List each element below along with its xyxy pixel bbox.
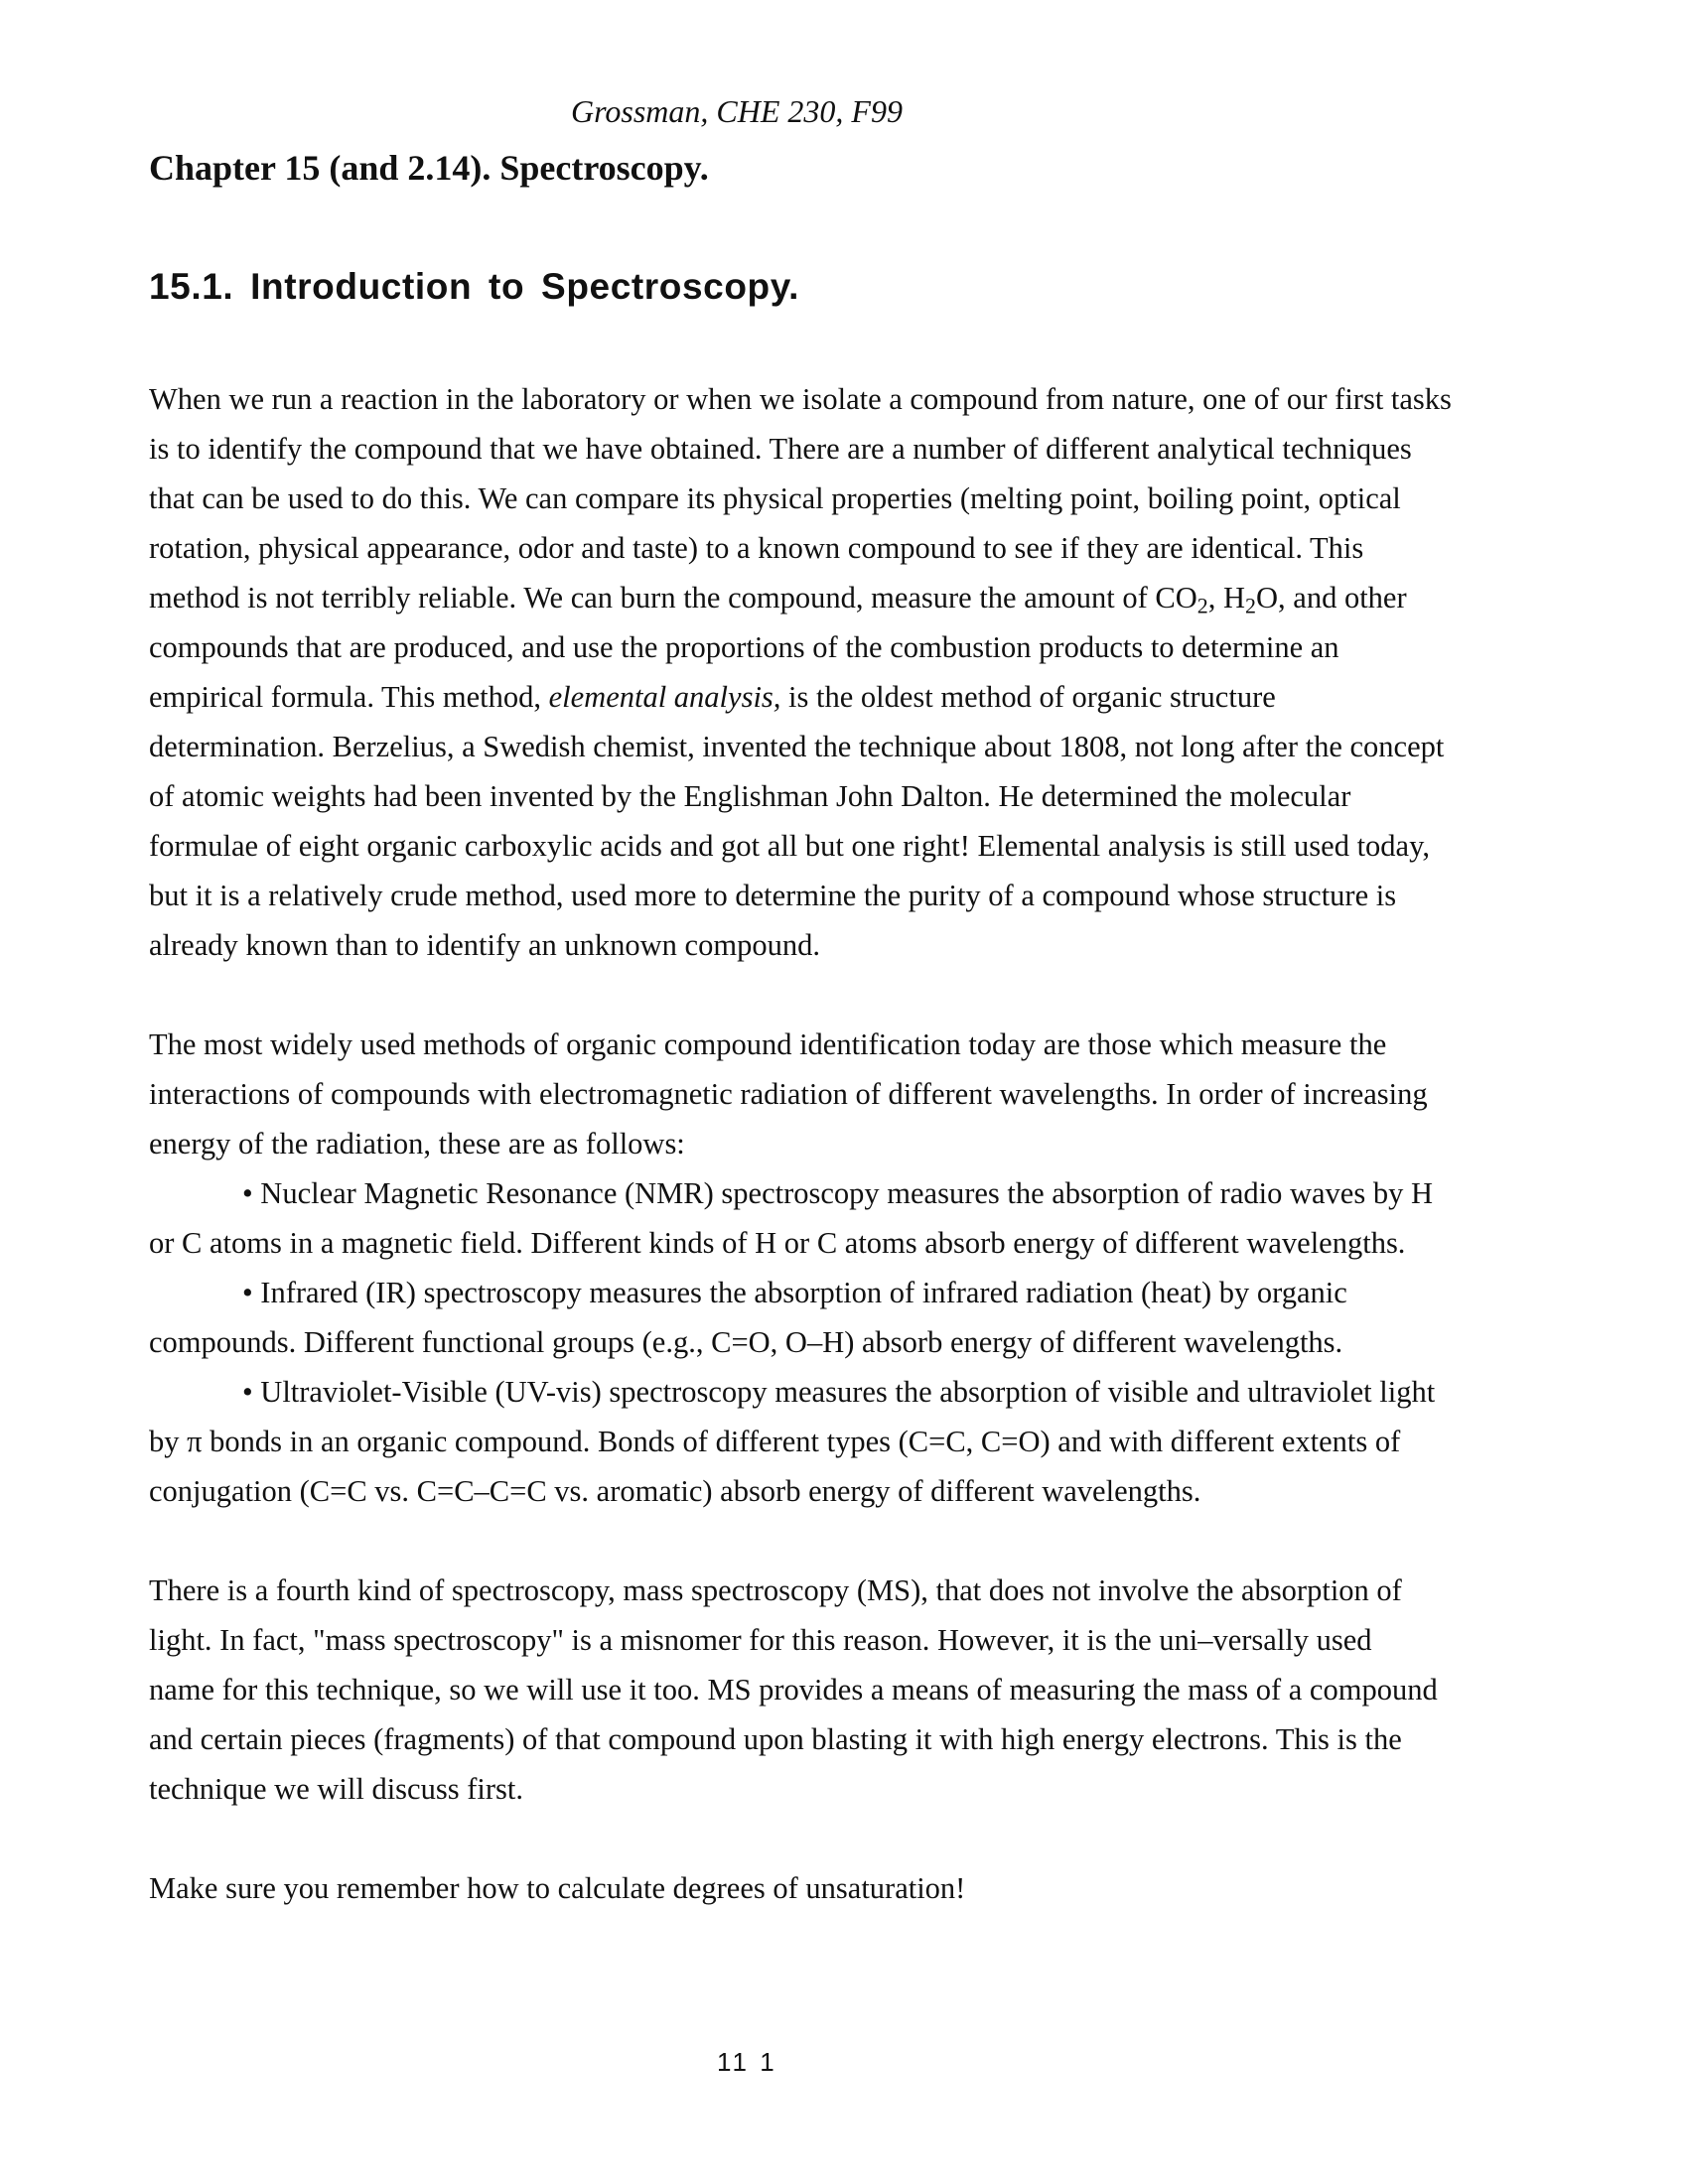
chapter-title: Chapter 15 (and 2.14). Spectroscopy. — [149, 148, 709, 188]
text-segment: O, and other — [1256, 581, 1407, 614]
text-line: There is a fourth kind of spectroscopy, mass spectroscopy (MS), that does not involve the absorption of — [149, 1573, 1402, 1607]
subscript: 2 — [1196, 593, 1208, 618]
running-head: Grossman, CHE 230, F99 — [571, 93, 903, 129]
text-segment: is the oldest method of organic structure — [780, 680, 1276, 714]
page-number: 11 1 — [717, 2047, 777, 2077]
text-line: When we run a reaction in the laboratory or when we isolate a compound from nature, one of our first tasks — [149, 382, 1452, 416]
text-line: formulae of eight organic carboxylic acids and got all but one right! Elemental analysis is still used today, — [149, 829, 1430, 863]
text-line: determination. Berzelius, a Swedish chemist, invented the technique about 1808, not long after the concept — [149, 730, 1445, 763]
text-line: The most widely used methods of organic compound identification today are those which measure the — [149, 1027, 1387, 1061]
bullet-ir: • Infrared (IR) spectroscopy measures the absorption of infrared radiation (heat) by organic — [242, 1276, 1347, 1309]
text-line: name for this technique, so we will use it too. MS provides a means of measuring the mass of a compound — [149, 1673, 1438, 1706]
paragraph-reminder — [149, 1863, 1559, 1913]
paragraph-methods — [149, 1020, 1559, 1516]
text-line: conjugation (C=C vs. C=C–C=C vs. aromatic) absorb energy of different wavelengths. — [149, 1474, 1201, 1508]
text-segment: , H — [1207, 581, 1246, 614]
text-line: or C atoms in a magnetic field. Different kinds of H or C atoms absorb energy of different wavelengths. — [149, 1226, 1406, 1260]
paragraph-mass-spec — [149, 1566, 1559, 1814]
text-segment: empirical formula. This method, — [149, 680, 549, 714]
text-line: technique we will discuss first. — [149, 1772, 523, 1806]
emphasis-term: elemental analysis, — [548, 680, 781, 714]
text-line: energy of the radiation, these are as follows: — [149, 1127, 685, 1160]
text-line: light. In fact, "mass spectroscopy" is a misnomer for this reason. However, it is the uni–versally used — [149, 1623, 1372, 1657]
text-line: that can be used to do this. We can compare its physical properties (melting point, boiling point, optical — [149, 481, 1401, 515]
text-line — [149, 573, 1559, 622]
text-line: interactions of compounds with electromagnetic radiation of different wavelengths. In order of increasing — [149, 1077, 1428, 1111]
text-line: is to identify the compound that we have obtained. There are a number of different analytical techniques — [149, 432, 1412, 466]
bullet-nmr: • Nuclear Magnetic Resonance (NMR) spectroscopy measures the absorption of radio waves by H — [242, 1176, 1433, 1210]
paragraph-intro — [149, 374, 1559, 970]
text-segment: method is not terribly reliable. We can burn the compound, measure the amount of CO — [149, 581, 1197, 614]
text-line: already known than to identify an unknown compound. — [149, 928, 820, 962]
text-line: Make sure you remember how to calculate degrees of unsaturation! — [149, 1871, 966, 1905]
text-line: by π bonds in an organic compound. Bonds of different types (C=C, C=O) and with different extents of — [149, 1425, 1401, 1458]
section-title: 15.1. Introduction to Spectroscopy. — [149, 266, 800, 307]
text-line: of atomic weights had been invented by the Englishman John Dalton. He determined the molecular — [149, 779, 1351, 813]
bullet-uv-vis: • Ultraviolet-Visible (UV-vis) spectroscopy measures the absorption of visible and ultraviolet light — [242, 1375, 1436, 1409]
text-line: but it is a relatively crude method, used more to determine the purity of a compound whose structure is — [149, 879, 1397, 912]
text-line: rotation, physical appearance, odor and taste) to a known compound to see if they are identical. This — [149, 531, 1364, 565]
text-line — [149, 672, 1559, 722]
text-line: and certain pieces (fragments) of that compound upon blasting it with high energy electrons. This is the — [149, 1722, 1402, 1756]
subscript: 2 — [1245, 593, 1256, 618]
text-line: compounds that are produced, and use the proportions of the combustion products to determine an — [149, 630, 1339, 664]
text-line: compounds. Different functional groups (e.g., C=O, O–H) absorb energy of different wavelengths. — [149, 1325, 1343, 1359]
